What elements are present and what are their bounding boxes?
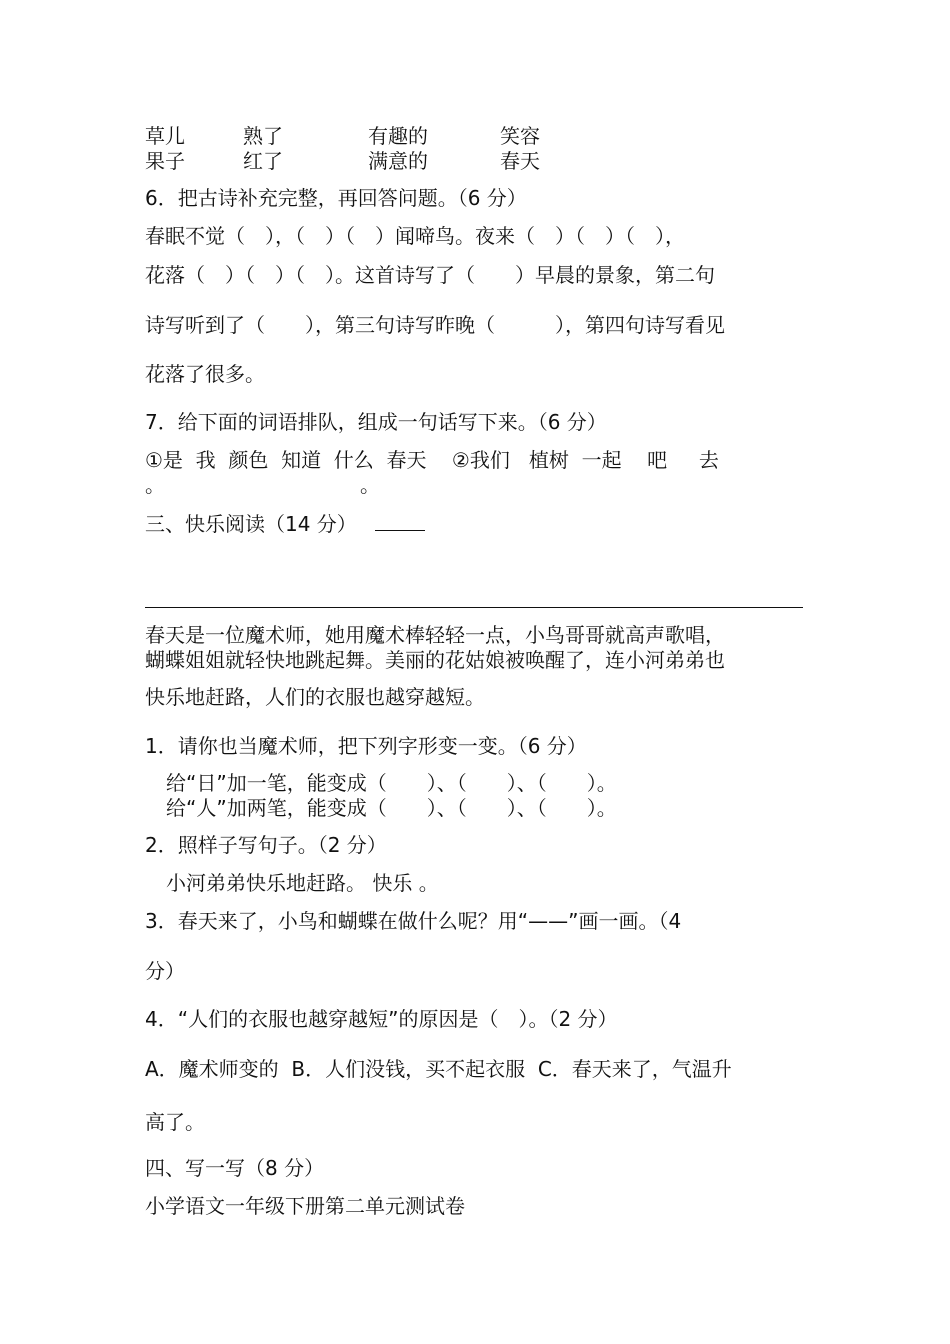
word-1-2: 熟了 (243, 124, 283, 148)
answer-rule-line (145, 607, 803, 608)
r4-title: 4．“人们的衣服也越穿越短”的原因是（ ）。（2 分） (145, 1007, 618, 1031)
q7-answer-end-2: 。 (360, 473, 380, 497)
word-2-3: 满意的 (368, 149, 428, 173)
word-1-4: 笑容 (500, 124, 540, 148)
word-1-1: 草儿 (145, 124, 185, 148)
word-1-3: 有趣的 (368, 124, 428, 148)
q7-answer-end-1: 。 (145, 473, 165, 497)
q7-word-list: ①是 我 颜色 知道 什么 春天 ②我们 植树 一起 吧 去 (145, 448, 719, 472)
r4-options-line-1: A．魔术师变的 B．人们没钱，买不起衣服 C．春天来了，气温升 (145, 1057, 732, 1081)
r1-line-2: 给“人”加两笔，能变成（ ）、（ ）、（ ）。 (166, 796, 617, 820)
q6-title: 6．把古诗补充完整，再回答问题。（6 分） (145, 186, 527, 210)
passage-line-1: 春天是一位魔术师，她用魔术棒轻轻一点，小鸟哥哥就高声歌唱， (145, 623, 725, 647)
word-2-2: 红了 (243, 149, 283, 173)
section-3-title: 三、快乐阅读（14 分） (145, 512, 357, 536)
r4-options-line-2: 高了。 (145, 1110, 205, 1134)
r3-title: 3．春天来了，小鸟和蝴蝶在做什么呢？用“——”画一画。（4 (145, 909, 682, 933)
r1-line-1: 给“日”加一笔，能变成（ ）、（ ）、（ ）。 (166, 771, 617, 795)
word-2-1: 果子 (145, 149, 185, 173)
q6-question-line-4: 花落了很多。 (145, 362, 265, 386)
section-3-blank (375, 510, 425, 531)
passage-line-2: 蝴蝶姐姐就轻快地跳起舞。美丽的花姑娘被唤醒了，连小河弟弟也 (145, 648, 725, 672)
section-3-heading (145, 510, 425, 536)
section-4-title: 四、写一写（8 分） (145, 1156, 325, 1180)
word-2-4: 春天 (500, 149, 540, 173)
r2-example: 小河弟弟快乐地赶路。 快乐 。 (166, 871, 439, 895)
r3-title-cont: 分） (145, 959, 185, 983)
passage-line-3: 快乐地赶路，人们的衣服也越穿越短。 (145, 685, 485, 709)
footer-title: 小学语文一年级下册第二单元测试卷 (145, 1194, 465, 1218)
q6-poem-line-1: 春眠不觉（ ），（ ）（ ）闻啼鸟。夜来（ ）（ ）（ ）， (145, 224, 685, 248)
r2-title: 2．照样子写句子。（2 分） (145, 833, 387, 857)
q6-poem-line-2: 花落（ ）（ ）（ ）。这首诗写了（ ）早晨的景象，第二句 (145, 263, 715, 287)
q7-title: 7．给下面的词语排队，组成一句话写下来。（6 分） (145, 410, 607, 434)
q6-question-line-3: 诗写听到了（ ），第三句诗写昨晚（ ），第四句诗写看见 (145, 313, 725, 337)
r1-title: 1．请你也当魔术师，把下列字形变一变。（6 分） (145, 734, 587, 758)
